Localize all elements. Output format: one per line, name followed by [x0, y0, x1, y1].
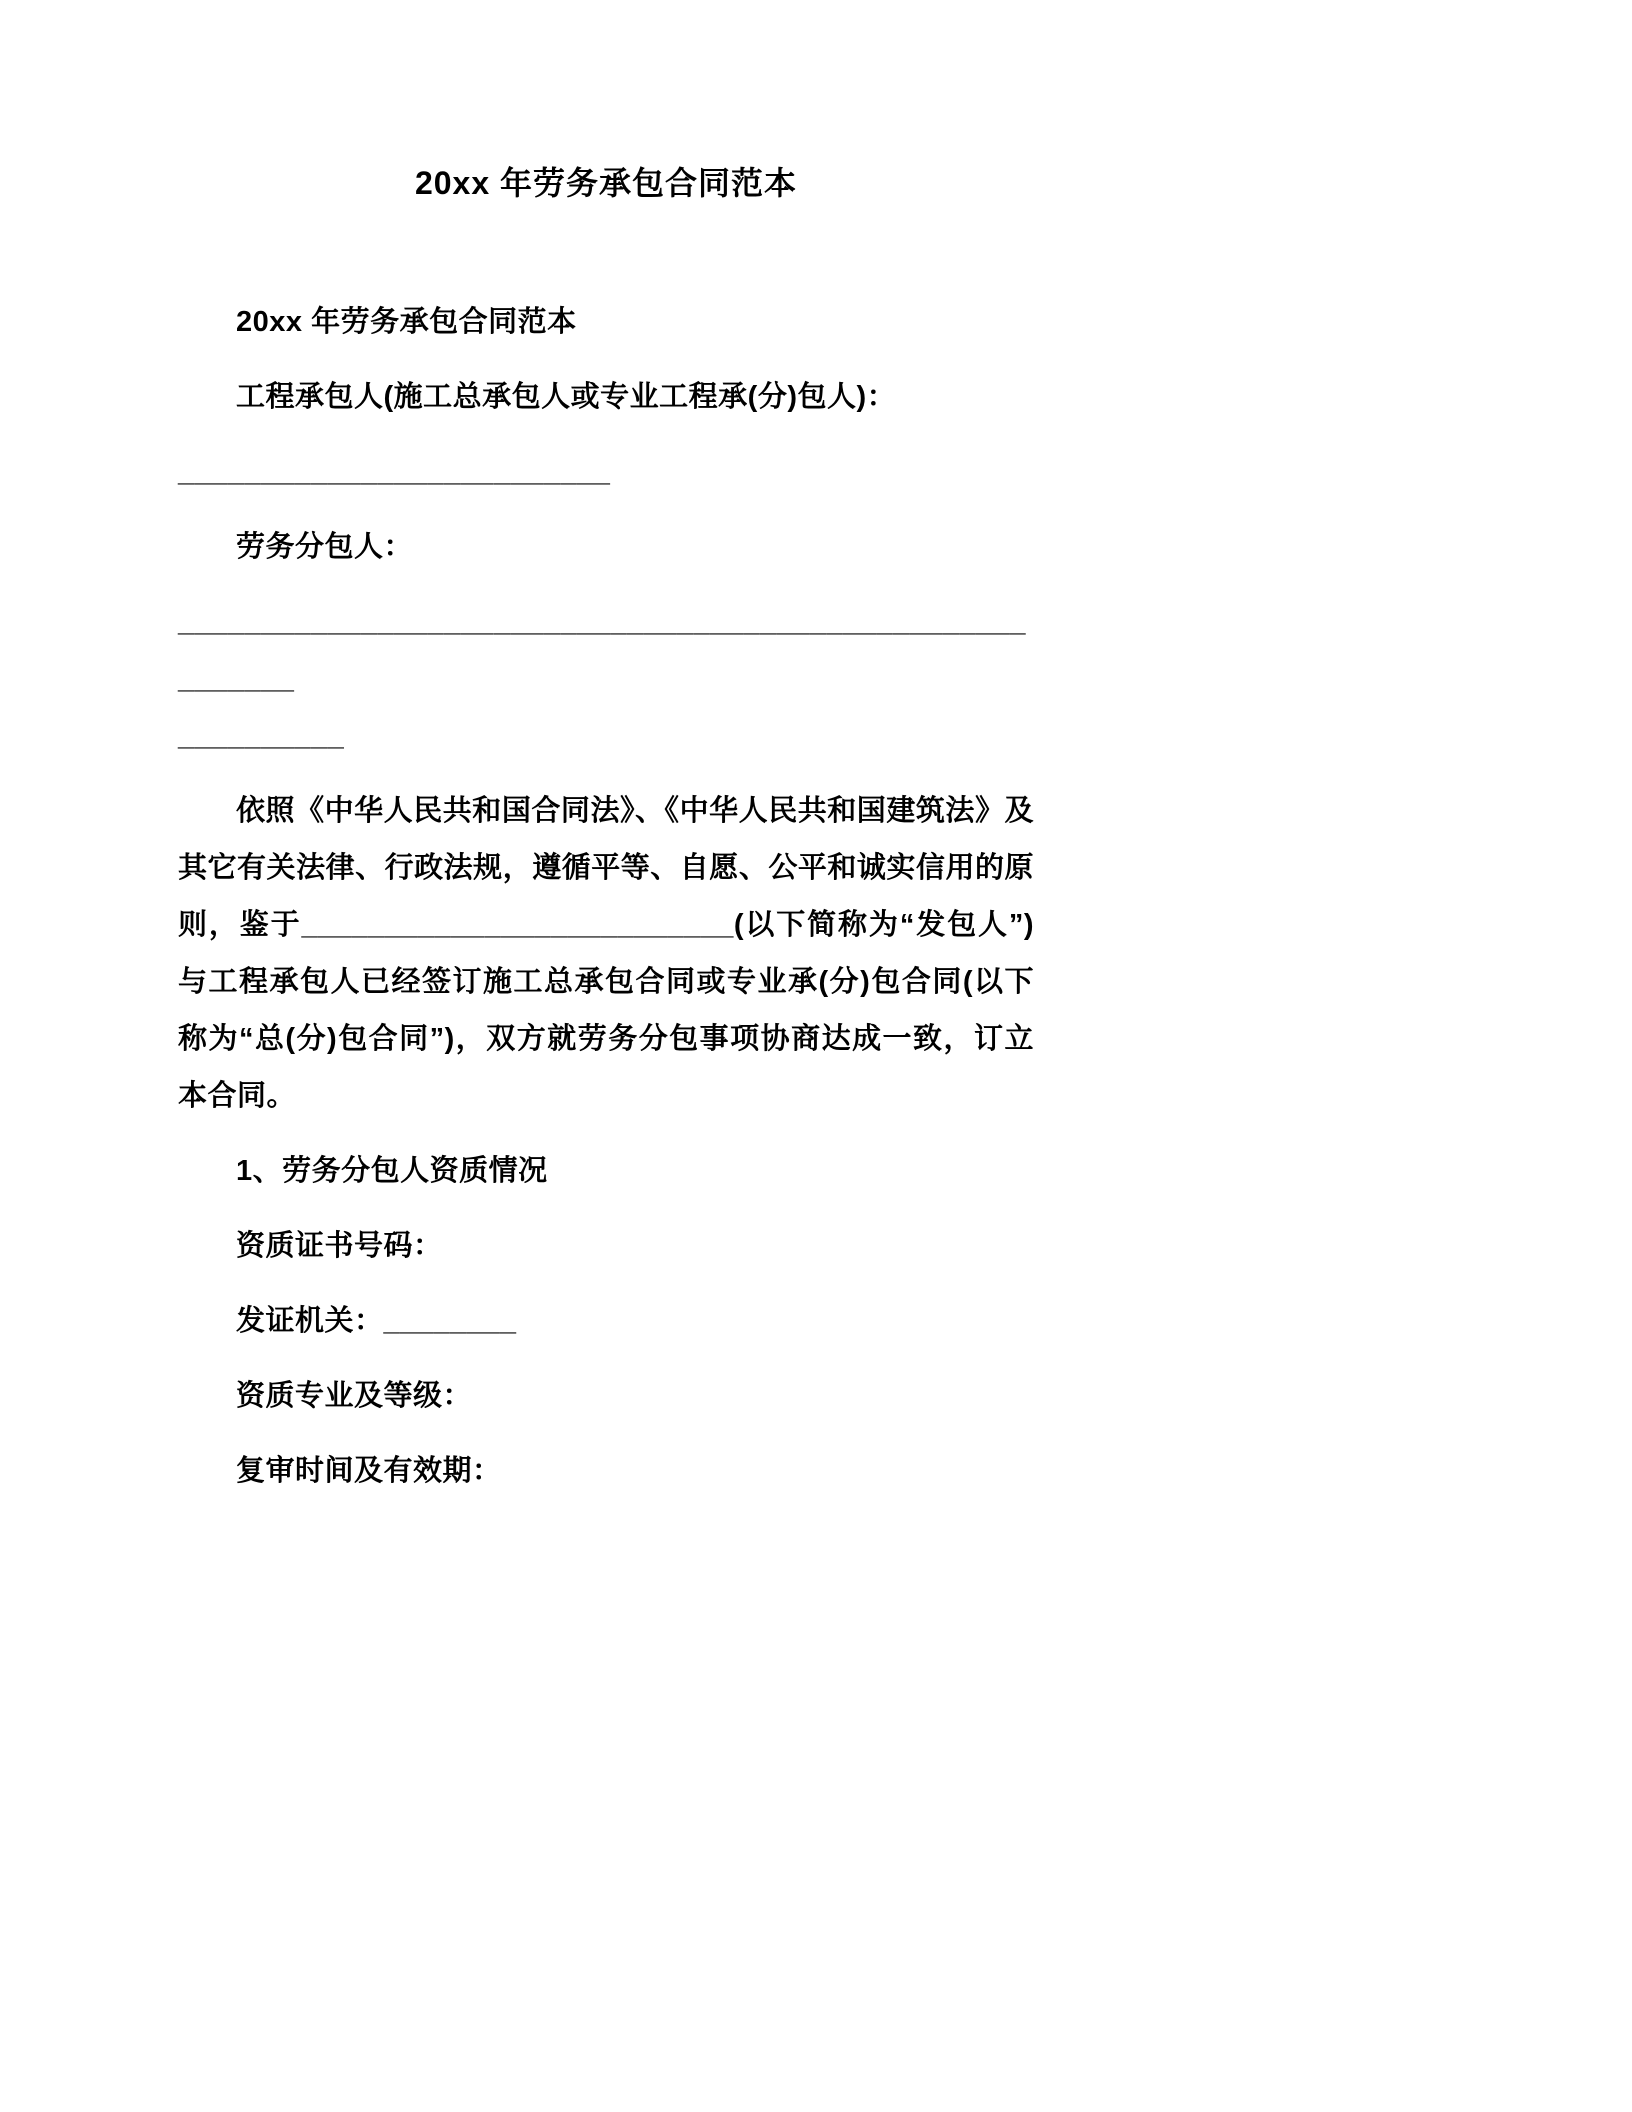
certificate-number-label: 资质证书号码： [236, 1230, 443, 1262]
subcontractor-blank-line-short: __________ [178, 720, 345, 752]
document-title: 20xx 年劳务承包合同范本 [414, 165, 798, 201]
contract-document [178, 0, 1034, 1500]
subcontractor-label: 劳务分包人： [236, 531, 414, 563]
contractor-blank-line: __________________________ [178, 456, 611, 488]
review-period-label: 复审时间及有效期： [236, 1455, 502, 1487]
contractor-label: 工程承包人(施工总承包人或专业工程承(分)包人)： [236, 381, 897, 413]
preamble-paragraph: 依照《中华人民共和国合同法》、《中华人民共和国建筑法》及其它有关法律、行政法规，遵循平等、自愿、公平和诚实信用的原则，鉴于__________________________(以下简称为“发包人”)与工程承包人已经签订施工总承包合同或专业承(分)包合同(以下称为“总(分)包合同”)，双方就劳务分包事项协商达成一致，订立本合同。 [178, 795, 1034, 1112]
section-1-heading: 1、劳务分包人资质情况 [236, 1155, 548, 1187]
subcontractor-blank-line-long: __________________________________________________________ [178, 606, 1027, 695]
issuing-authority-label: 发证机关：________ [236, 1305, 517, 1337]
document-subtitle: 20xx 年劳务承包合同范本 [236, 306, 577, 338]
qualification-grade-label: 资质专业及等级： [236, 1380, 473, 1412]
